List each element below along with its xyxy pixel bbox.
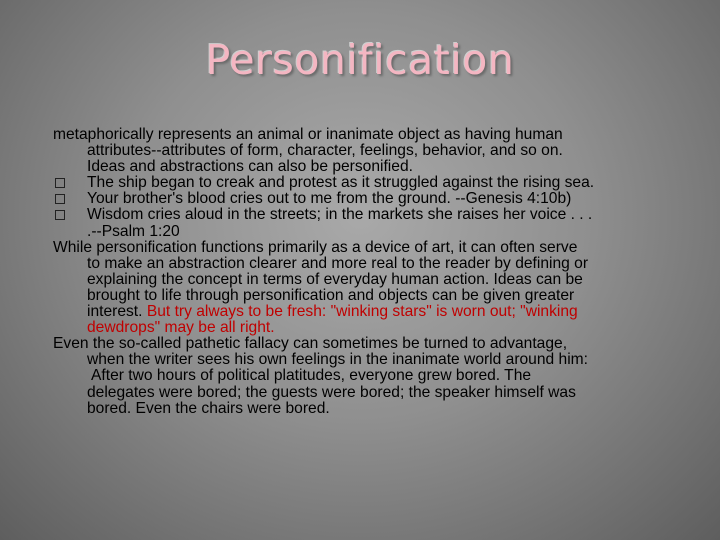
bullet-text: Wisdom cries aloud in the streets; in the markets she raises her voice . . .: [87, 206, 593, 224]
bullet-text: Your brother's blood cries out to me from the ground. --Genesis 4:10b): [87, 190, 572, 208]
emphasis-text: But try always to be fresh: "winking stars" is worn out; "winking: [146, 303, 578, 321]
function-line-5: [77, 304, 675, 320]
function-paragraph: [53, 240, 675, 337]
interest-word: interest.: [87, 303, 143, 321]
intro-line-2: attributes--attributes of form, character, feelings, behavior, and so on.: [87, 142, 563, 160]
intro-paragraph: [53, 127, 675, 175]
intro-line-1: metaphorically represents an animal or inanimate object as having human: [53, 126, 563, 143]
example-bullet-2: [53, 191, 675, 207]
square-bullet-icon: [55, 210, 65, 220]
square-bullet-icon: [55, 178, 65, 188]
quote-line-1: After two hours of political platitudes, everyone grew bored. The: [91, 367, 532, 385]
fallacy-line-2: when the writer sees his own feelings in the inanimate world around him:: [87, 351, 588, 369]
quote-line-2: delegates were bored; the guests were bored; the speaker himself was: [87, 383, 576, 401]
example-quote: [53, 368, 675, 416]
bullet-text: The ship began to creak and protest as it struggled against the rising sea.: [87, 174, 595, 192]
example-bullet-1: [53, 175, 675, 191]
slide-title: Personification: [205, 36, 515, 84]
example-bullet-3: [53, 207, 675, 239]
intro-line-3: Ideas and abstractions can also be personified.: [87, 158, 413, 176]
quote-line-3: bored. Even the chairs were bored.: [87, 399, 330, 417]
function-line-2: to make an abstraction clearer and more real to the reader by defining or: [87, 254, 589, 272]
emphasis-text-continued: dewdrops" may be all right.: [87, 319, 275, 337]
slide-body: [53, 127, 675, 417]
square-bullet-icon: [55, 194, 65, 204]
function-line-3: explaining the concept in terms of everyday human action. Ideas can be: [87, 270, 583, 288]
function-line-4: brought to life through personification and objects can be given greater: [87, 286, 575, 304]
fallacy-line-1: Even the so-called pathetic fallacy can sometimes be turned to advantage,: [53, 335, 568, 353]
function-line-1: While personification functions primarily as a device of art, it can often serve: [53, 238, 578, 256]
bullet-continuation: .--Psalm 1:20: [87, 222, 180, 240]
pathetic-fallacy-paragraph: [53, 336, 675, 368]
